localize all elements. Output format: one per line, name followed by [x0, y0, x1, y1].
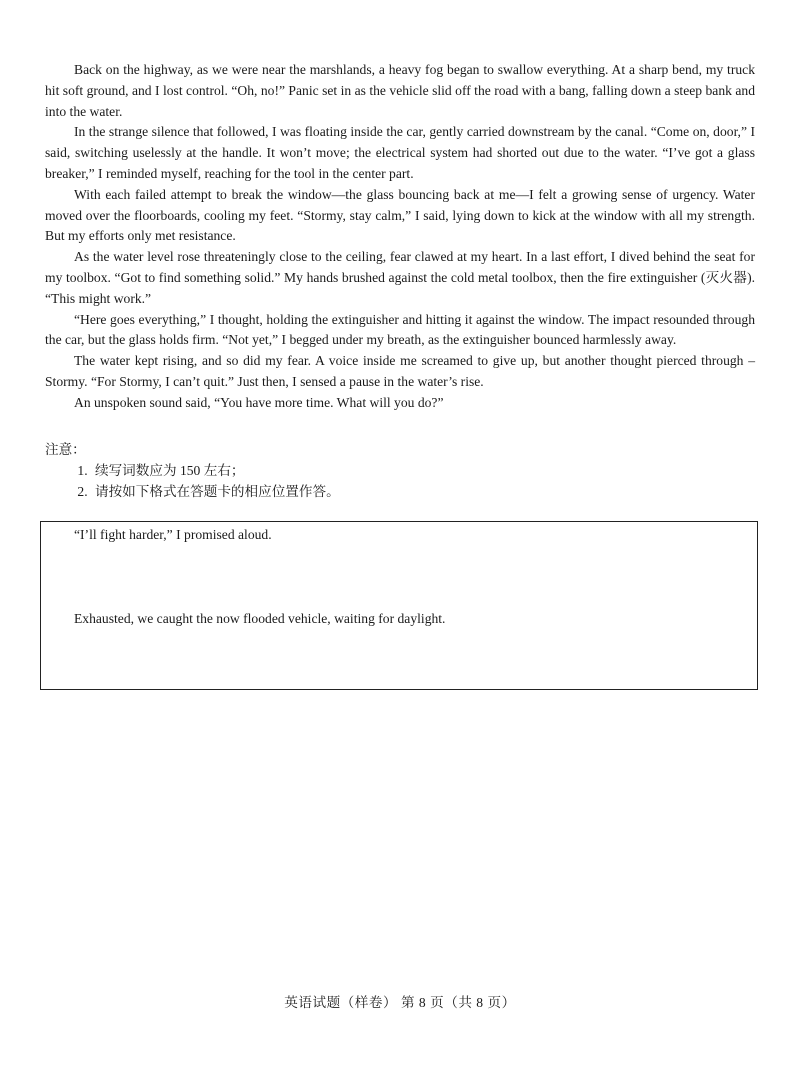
answer-box	[40, 521, 758, 690]
notes-list	[45, 460, 745, 502]
notes-title: 注意：	[45, 442, 86, 457]
notes-item: 2. 请按如下格式在答题卡的相应位置作答。	[91, 481, 745, 502]
page-footer: 英语试题（样卷） 第 8 页（共 8 页）	[284, 995, 516, 1010]
passage-paragraph: Back on the highway, as we were near the marshlands, a heavy fog began to swallow everything. At a sharp bend, my truck hit soft ground, and I lost control. “Oh, no!” Panic set in as the vehicle slid off the road with a bang, falling down a steep bank and into the water.	[45, 62, 755, 119]
passage-paragraph: “Here goes everything,” I thought, holding the extinguisher and hitting it against the window. The impact resounded through the car, but the glass holds firm. “Not yet,” I begged under my breath, as the extinguisher bounced harmlessly away.	[45, 311, 755, 348]
notes-section	[45, 439, 745, 502]
notes-item: 1. 续写词数应为 150 左右；	[91, 460, 745, 481]
story-passage	[45, 60, 755, 414]
passage-paragraph: An unspoken sound said, “You have more time. What will you do?”	[74, 394, 444, 410]
passage-paragraph: In the strange silence that followed, I was floating inside the car, gently carried downstream by the canal. “Come on, door,” I said, switching uselessly at the handle. It won’t move; the electrical system had shorted out due to the water. “I’ve got a glass breaker,” I reminded myself, reaching for the tool in the center part.	[45, 124, 755, 181]
passage-paragraph: As the water level rose threateningly close to the ceiling, fear clawed at my heart. In a last effort, I dived behind the seat for my toolbox. “Got to find something solid.” My hands brushed against the cold metal toolbox, then the fire extinguisher (灭火器). “This might work.”	[45, 249, 755, 306]
answer-first-line: “I’ll fight harder,” I promised aloud.	[74, 527, 272, 542]
passage-paragraph: The water kept rising, and so did my fear. A voice inside me screamed to give up, but another thought pierced through – Stormy. “For Stormy, I can’t quit.” Just then, I sensed a pause in the water’s rise.	[45, 353, 755, 389]
passage-paragraph: With each failed attempt to break the window—the glass bouncing back at me—I felt a growing sense of urgency. Water moved over the floorboards, cooling my feet. “Stormy, stay calm,” I said, lying down to kick at the window with all my strength. But my efforts only met resistance.	[45, 186, 755, 244]
answer-second-line: Exhausted, we caught the now flooded vehicle, waiting for daylight.	[74, 611, 446, 626]
